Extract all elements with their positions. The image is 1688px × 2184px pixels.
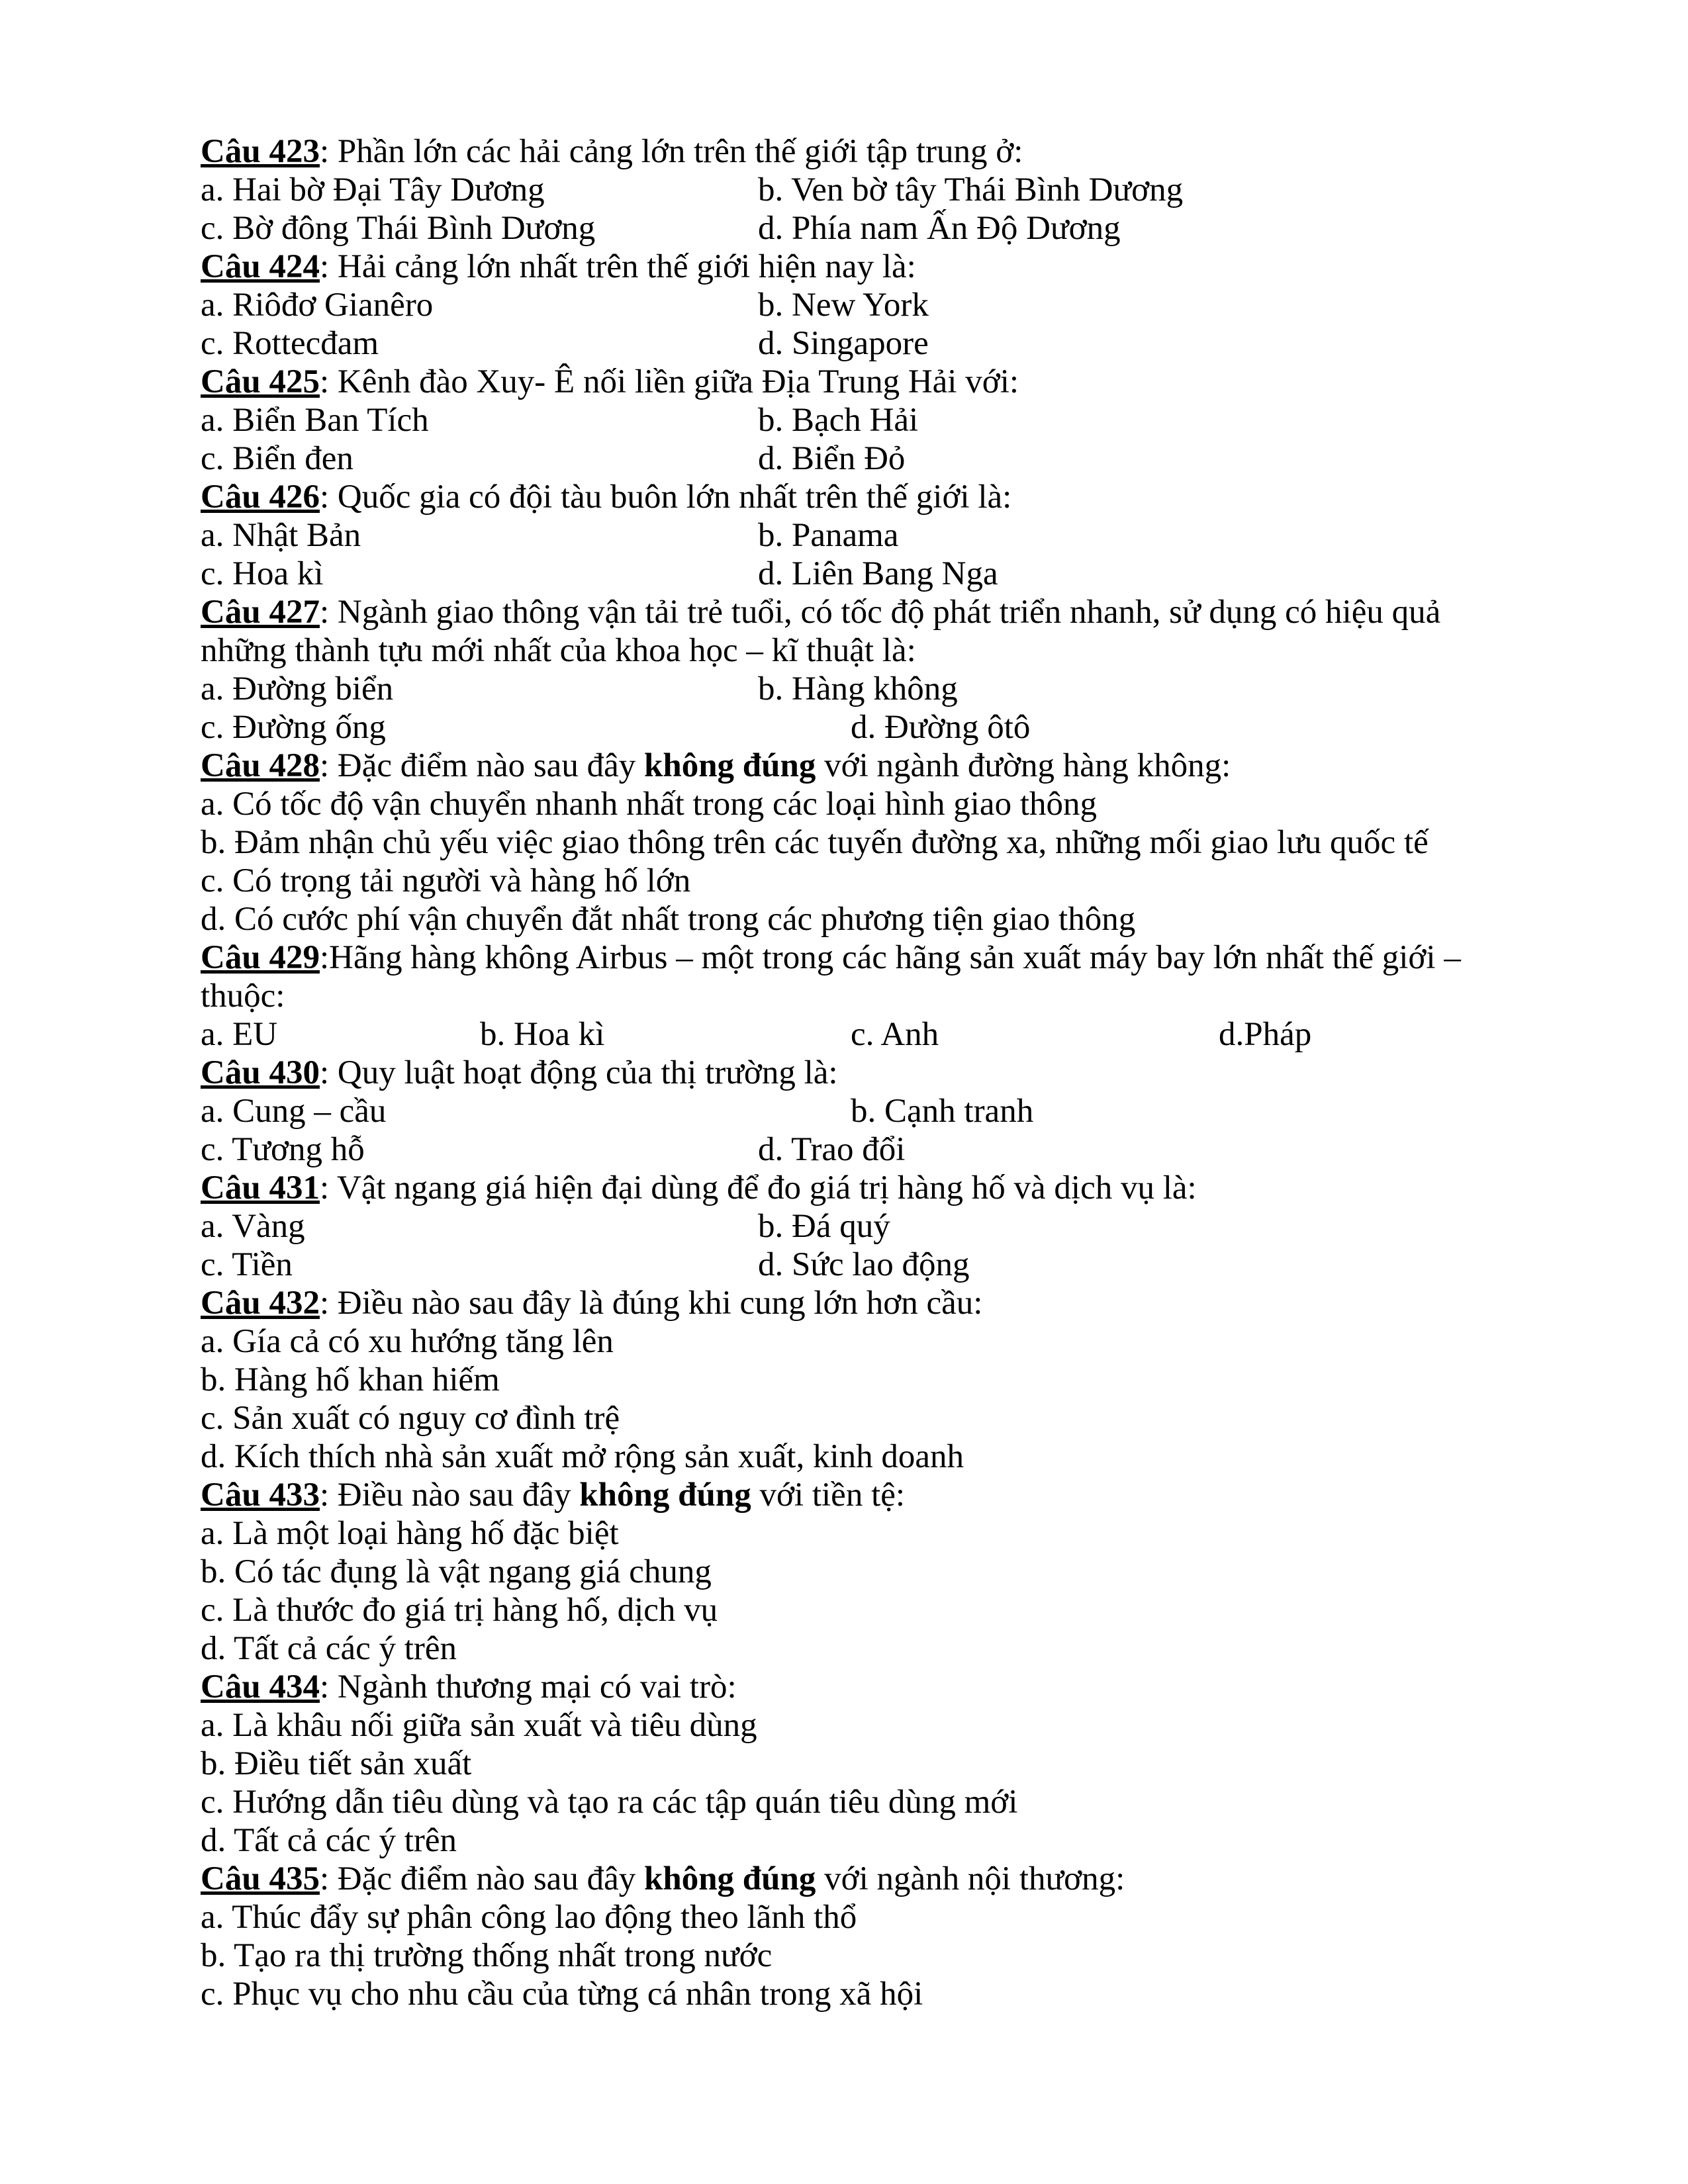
question-stem <box>201 1860 1498 1898</box>
question-label: Câu 427 <box>201 594 320 631</box>
option-b: b. Điều tiết sản xuất <box>201 1745 472 1782</box>
option-d: d. Tất cả các ý trên <box>201 1822 457 1859</box>
option-d: d. Đường ôtô <box>851 709 1031 746</box>
option-row <box>201 670 1498 708</box>
option-c: c. Hoa kì <box>201 555 324 592</box>
option-row <box>201 823 1498 862</box>
question-text: : Điều nào sau đây <box>319 1477 580 1514</box>
option-row <box>201 171 1498 209</box>
option-row <box>201 862 1498 900</box>
option-b: b. Đá quý <box>758 1208 890 1245</box>
option-a: a. Nhật Bản <box>201 517 361 554</box>
question-stem <box>201 747 1498 785</box>
option-d: d. Tất cả các ý trên <box>201 1630 457 1667</box>
option-c: c. Biển đen <box>201 440 353 477</box>
question-stem <box>201 132 1498 171</box>
option-a: a. Vàng <box>201 1208 305 1245</box>
option-row <box>201 1783 1498 1821</box>
question-text: : Đặc điểm nào sau đây <box>319 1860 644 1897</box>
question-stem <box>201 1668 1498 1706</box>
option-row <box>201 1246 1498 1284</box>
question-label: Câu 430 <box>201 1054 320 1091</box>
emphasis-text: không đúng <box>579 1477 751 1514</box>
option-row <box>201 1015 1498 1054</box>
question-label: Câu 434 <box>201 1668 320 1706</box>
option-row <box>201 516 1498 555</box>
option-row <box>201 1629 1498 1668</box>
question-text: : Quy luật hoạt động của thị trường là: <box>319 1054 838 1091</box>
option-b: b. Hoa kì <box>480 1016 605 1053</box>
question-stem <box>201 1476 1498 1514</box>
question-stem <box>201 1169 1498 1207</box>
option-a: a. Thúc đẩy sự phân công lao động theo lãnh thổ <box>201 1899 857 1936</box>
option-row <box>201 1322 1498 1361</box>
option-row <box>201 1936 1498 1975</box>
option-c: c. Anh <box>851 1016 939 1053</box>
option-b: b. Panama <box>758 517 899 554</box>
option-row <box>201 1975 1498 2013</box>
option-a: a. EU <box>201 1016 278 1053</box>
question-text: : Điều nào sau đây là đúng khi cung lớn hơn cầu: <box>319 1285 983 1322</box>
option-b: b. Cạnh tranh <box>851 1093 1034 1130</box>
option-c: c. Hướng dẫn tiêu dùng và tạo ra các tập quán tiêu dùng mới <box>201 1784 1018 1821</box>
option-a: a. Là khâu nối giữa sản xuất và tiêu dùng <box>201 1707 757 1744</box>
option-row <box>201 286 1498 324</box>
question-label: Câu 435 <box>201 1860 320 1897</box>
option-c: c. Phục vụ cho nhu cầu của từng cá nhân trong xã hội <box>201 1976 923 2013</box>
question-list <box>201 132 1498 2013</box>
option-c: c. Sản xuất có nguy cơ đình trệ <box>201 1400 620 1437</box>
option-c: c. Đường ống <box>201 709 386 746</box>
option-row <box>201 900 1498 938</box>
question-text: : Quốc gia có đội tàu buôn lớn nhất trên thế giới là: <box>319 478 1012 516</box>
question-label: Câu 424 <box>201 248 320 285</box>
option-row <box>201 555 1498 593</box>
question-text: : Vật ngang giá hiện đại dùng để đo giá trị hàng hố và dịch vụ là: <box>319 1169 1197 1206</box>
option-d: d. Trao đổi <box>758 1131 906 1168</box>
emphasis-text: không đúng <box>643 1860 816 1897</box>
option-row <box>201 1706 1498 1745</box>
option-b: b. Hàng không <box>758 670 958 707</box>
option-c: c. Có trọng tải người và hàng hố lớn <box>201 862 691 899</box>
option-d: d. Sức lao động <box>758 1246 970 1283</box>
question-stem <box>201 938 1498 1015</box>
question-label: Câu 429 <box>201 939 320 976</box>
option-d: d. Có cước phí vận chuyển đắt nhất trong các phương tiện giao thông <box>201 901 1136 938</box>
option-b: b. Bạch Hải <box>758 402 919 439</box>
option-d: d. Liên Bang Nga <box>758 555 998 592</box>
question-text-tail: với ngành nội thương: <box>816 1860 1125 1897</box>
option-a: a. Cung – cầu <box>201 1093 387 1130</box>
option-c: c. Rottecđam <box>201 325 379 362</box>
question-text: : Đặc điểm nào sau đây <box>319 747 644 784</box>
option-d: d. Phía nam Ấn Độ Dương <box>758 210 1121 247</box>
option-a: a. Gía cả có xu hướng tăng lên <box>201 1323 614 1360</box>
option-b: b. Có tác đụng là vật ngang giá chung <box>201 1553 712 1590</box>
question-stem <box>201 363 1498 401</box>
option-row <box>201 1361 1498 1399</box>
question-label: Câu 432 <box>201 1285 320 1322</box>
question-text: : Kênh đào Xuy- Ê nối liền giữa Địa Trung Hải với: <box>319 363 1019 400</box>
question-text: : Hải cảng lớn nhất trên thế giới hiện nay là: <box>319 248 916 285</box>
option-row <box>201 1130 1498 1169</box>
question-text: : Ngành giao thông vận tải trẻ tuổi, có tốc độ phát triển nhanh, sử dụng có hiệu quả những thành tựu mới nhất của khoa học – kĩ thuật là: <box>201 594 1441 669</box>
option-row <box>201 1745 1498 1783</box>
question-text: : Phần lớn các hải cảng lớn trên thế giới tập trung ở: <box>319 133 1023 170</box>
option-a: a. Có tốc độ vận chuyển nhanh nhất trong các loại hình giao thông <box>201 786 1097 823</box>
option-row <box>201 401 1498 439</box>
question-stem <box>201 1054 1498 1092</box>
question-label: Câu 433 <box>201 1477 320 1514</box>
question-text-tail: với ngành đường hàng không: <box>816 747 1231 784</box>
question-label: Câu 428 <box>201 747 320 784</box>
question-text: : Ngành thương mại có vai trò: <box>319 1668 737 1706</box>
question-stem <box>201 248 1498 286</box>
question-label: Câu 431 <box>201 1169 320 1206</box>
option-b: b. Ven bờ tây Thái Bình Dương <box>758 171 1184 208</box>
option-row <box>201 209 1498 248</box>
option-a: a. Đường biển <box>201 670 394 707</box>
option-row <box>201 785 1498 823</box>
option-row <box>201 1207 1498 1246</box>
option-b: b. Đảm nhận chủ yếu việc giao thông trên các tuyến đường xa, những mối giao lưu quốc tế <box>201 824 1429 861</box>
emphasis-text: không đúng <box>643 747 816 784</box>
option-row <box>201 1437 1498 1476</box>
option-row <box>201 1898 1498 1936</box>
question-text-tail: với tiền tệ: <box>751 1477 906 1514</box>
question-label: Câu 425 <box>201 363 320 400</box>
option-row <box>201 708 1498 747</box>
option-c: c. Bờ đông Thái Bình Dương <box>201 210 596 247</box>
question-stem <box>201 478 1498 516</box>
option-row <box>201 1591 1498 1629</box>
option-row <box>201 1514 1498 1553</box>
question-text: :Hãng hàng không Airbus – một trong các hãng sản xuất máy bay lớn nhất thế giới – thuộc: <box>201 939 1461 1015</box>
option-a: a. Hai bờ Đại Tây Dương <box>201 171 545 208</box>
option-row <box>201 1821 1498 1860</box>
option-d: d.Pháp <box>1219 1016 1312 1053</box>
option-row <box>201 1399 1498 1437</box>
option-c: c. Là thước đo giá trị hàng hố, dịch vụ <box>201 1592 718 1629</box>
question-label: Câu 423 <box>201 133 320 170</box>
question-stem <box>201 593 1498 670</box>
option-row <box>201 1092 1498 1130</box>
option-a: a. Biển Ban Tích <box>201 402 429 439</box>
question-label: Câu 426 <box>201 478 320 516</box>
option-d: d. Kích thích nhà sản xuất mở rộng sản xuất, kinh doanh <box>201 1438 964 1475</box>
option-b: b. Hàng hố khan hiếm <box>201 1361 500 1398</box>
question-stem <box>201 1284 1498 1322</box>
option-row <box>201 1553 1498 1591</box>
option-d: d. Biển Đỏ <box>758 440 906 477</box>
option-a: a. Là một loại hàng hố đặc biệt <box>201 1515 619 1552</box>
option-c: c. Tiền <box>201 1246 293 1283</box>
option-d: d. Singapore <box>758 325 929 362</box>
option-row <box>201 439 1498 478</box>
option-a: a. Riôđơ Gianêro <box>201 287 434 324</box>
option-b: b. Tạo ra thị trường thống nhất trong nước <box>201 1937 773 1974</box>
option-c: c. Tương hỗ <box>201 1131 365 1168</box>
option-b: b. New York <box>758 287 929 324</box>
option-row <box>201 324 1498 363</box>
